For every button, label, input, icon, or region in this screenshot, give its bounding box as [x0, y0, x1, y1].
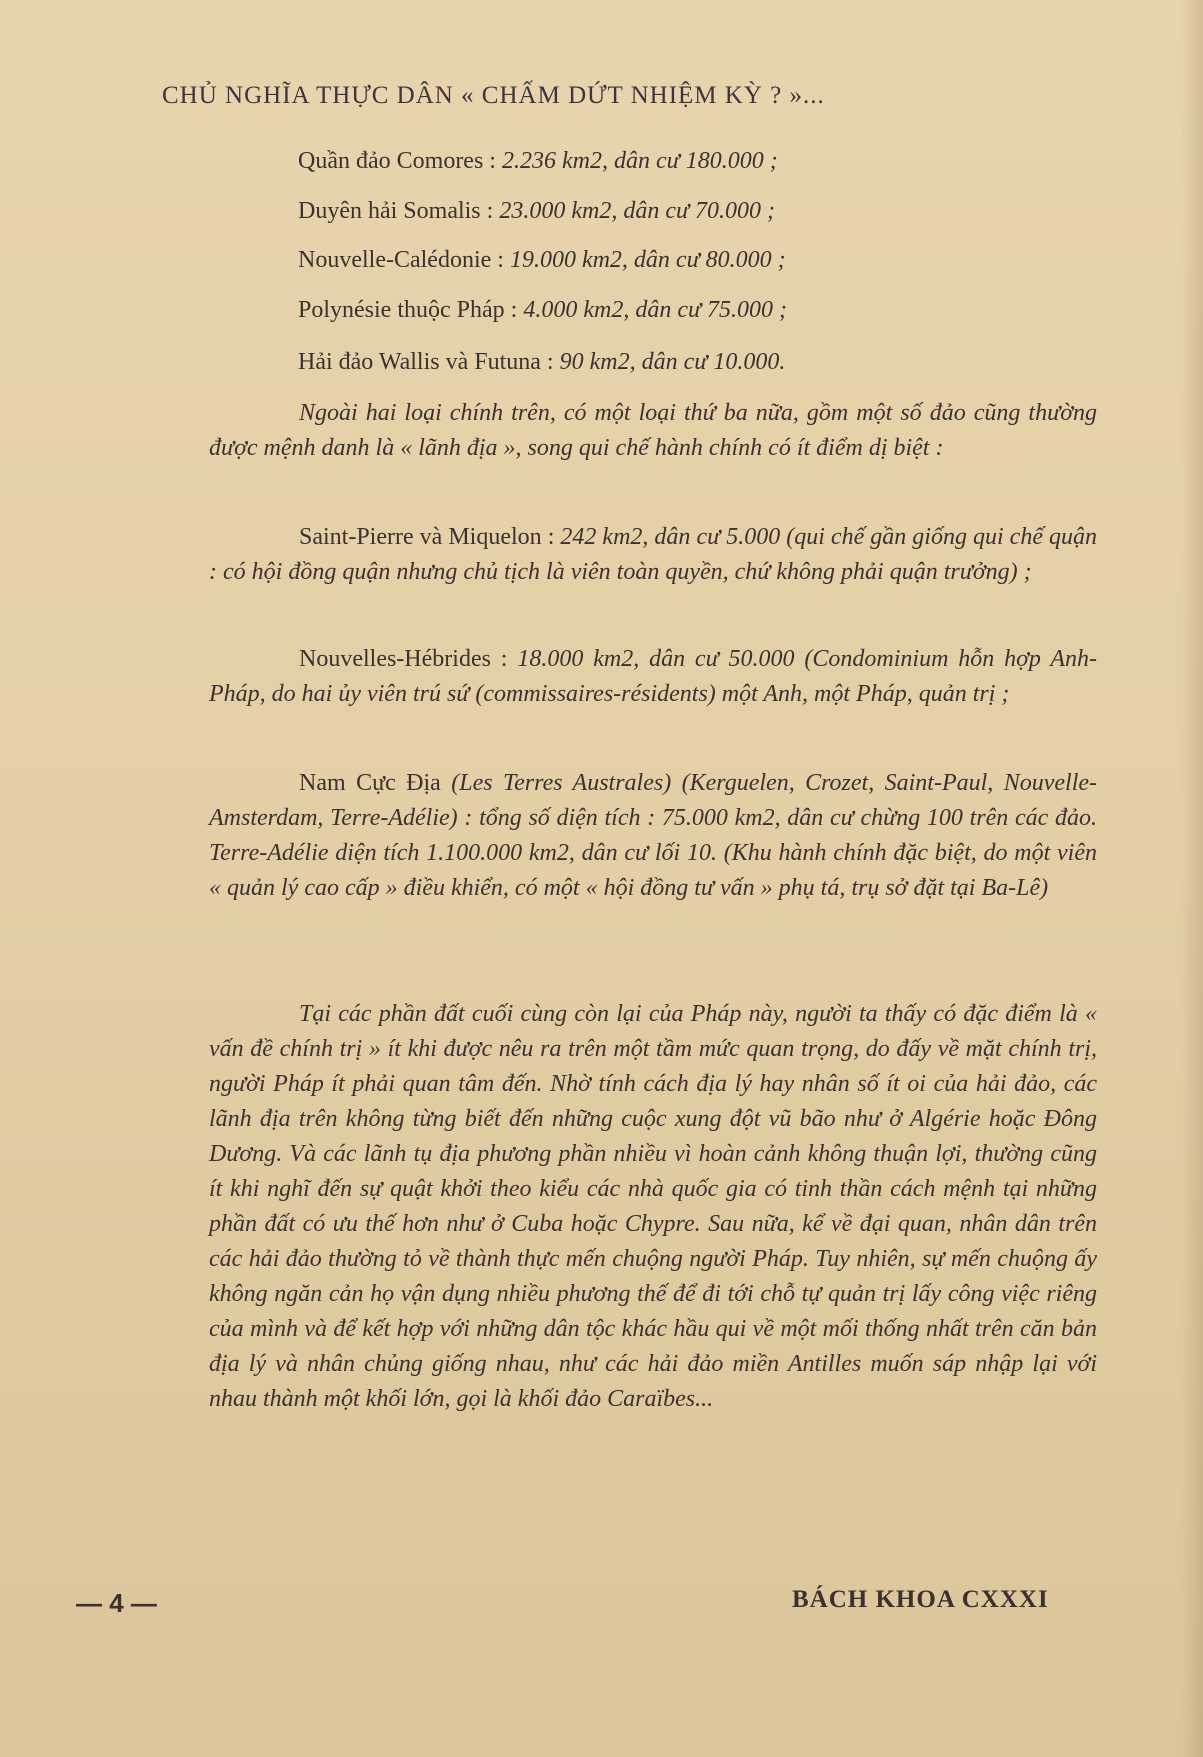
territory-lead: Nouvelles-Hébrides :: [299, 646, 508, 672]
territory-lead: Saint-Pierre và Miquelon :: [299, 524, 555, 550]
list-item-detail: 19.000 km2, dân cư 80.000 ;: [509, 247, 786, 273]
territory-detail: 242 km2, dân cư 5.000 (qui chế gần giống qui chế quận : có hội đồng quận nhưng chủ tịch là viên toàn quyền, chứ không phải quận trưởng) ;: [209, 524, 1097, 585]
territory-detail: (Les Terres Australes) (Kerguelen, Crozet, Saint-Paul, Nouvelle-Amsterdam, Terre-Adélie) : tổng số diện tích : 75.000 km2, dân cư chừng 100 trên các đảo. Terre-Adélie diện tích 1.100.000 km2, dân cư lối 10. (Khu hành chính đặc biệt, do một viên « quản lý cao cấp » điều khiển, có một « hội đồng tư vấn » phụ tá, trụ sở đặt tại Ba-Lê): [209, 770, 1098, 901]
list-item-name: Polynésie thuộc Pháp :: [298, 297, 518, 323]
territory-paragraph: [209, 766, 1097, 906]
list-item: [298, 297, 787, 324]
list-item: [298, 148, 778, 175]
territory-paragraph: [209, 520, 1097, 590]
list-item-name: Duyên hải Somalis :: [298, 198, 494, 224]
list-item-name: Quần đảo Comores :: [298, 148, 496, 174]
list-item-detail: 90 km2, dân cư 10.000.: [559, 349, 786, 375]
list-item: [298, 247, 786, 274]
closing-paragraph-text: Tại các phần đất cuối cùng còn lại của Pháp này, người ta thấy có đặc điểm là « vấn đề chính trị » ít khi được nêu ra trên một tầm mức quan trọng, do đấy về mặt chính trị, người Pháp ít phải quan tâm đến. Nhờ tính cách địa lý hay nhân số ít oi của hải đảo, các lãnh địa trên không từng biết đến những cuộc xung đột vũ bão như ở Algérie hoặc Đông Dương. Và các lãnh tụ địa phương phần nhiều vì hoàn cảnh không thuận lợi, thường cũng ít khi nghĩ đến sự quật khởi theo kiểu các nhà quốc gia có tinh thần cách mệnh tại những phần đất có ưu thế hơn như ở Cuba hoặc Chypre. Sau nữa, kể về đại quan, nhân dân trên các hải đảo thường tỏ về thành thực mến chuộng người Pháp. Tuy nhiên, sự mến chuộng ấy không ngăn cản họ vận dụng nhiều phương thế để đi tới chỗ tự quản trị lấy công việc riêng của mình và để kết hợp với những dân tộc khác hầu qui về một mối thống nhất trên căn bản địa lý và nhân chủng giống nhau, như các hải đảo miền Antilles muốn sáp nhập lại với nhau thành một khối lớn, gọi là khối đảo Caraïbes...: [209, 1001, 1097, 1412]
list-item-detail: 23.000 km2, dân cư 70.000 ;: [499, 198, 776, 224]
intro-paragraph-text: Ngoài hai loại chính trên, có một loại thứ ba nữa, gồm một số đảo cũng thường được mệnh danh là « lãnh địa », song qui chế hành chính có ít điểm dị biệt :: [209, 400, 1097, 461]
running-title: CHỦ NGHĨA THỰC DÂN « CHẤM DỨT NHIỆM KỲ ? »...: [162, 82, 825, 109]
list-item: [298, 349, 785, 376]
page-edge-shadow: [1181, 0, 1203, 1757]
list-item-name: Hải đảo Wallis và Futuna :: [298, 349, 554, 375]
page-number: — 4 —: [76, 1588, 157, 1618]
list-item: [298, 198, 775, 225]
intro-paragraph: [209, 396, 1097, 466]
territory-paragraph: [209, 642, 1097, 712]
list-item-name: Nouvelle-Calédonie :: [298, 247, 504, 273]
list-item-detail: 2.236 km2, dân cư 180.000 ;: [501, 148, 778, 174]
territory-detail: 18.000 km2, dân cư 50.000 (Condominium hỗn hợp Anh-Pháp, do hai ủy viên trú sứ (commissaires-résidents) một Anh, một Pháp, quản trị ;: [209, 646, 1098, 707]
publication-name: BÁCH KHOA CXXXI: [792, 1586, 1049, 1613]
territory-lead: Nam Cực Địa: [299, 770, 441, 796]
closing-paragraph: [209, 997, 1097, 1417]
list-item-detail: 4.000 km2, dân cư 75.000 ;: [523, 297, 788, 323]
